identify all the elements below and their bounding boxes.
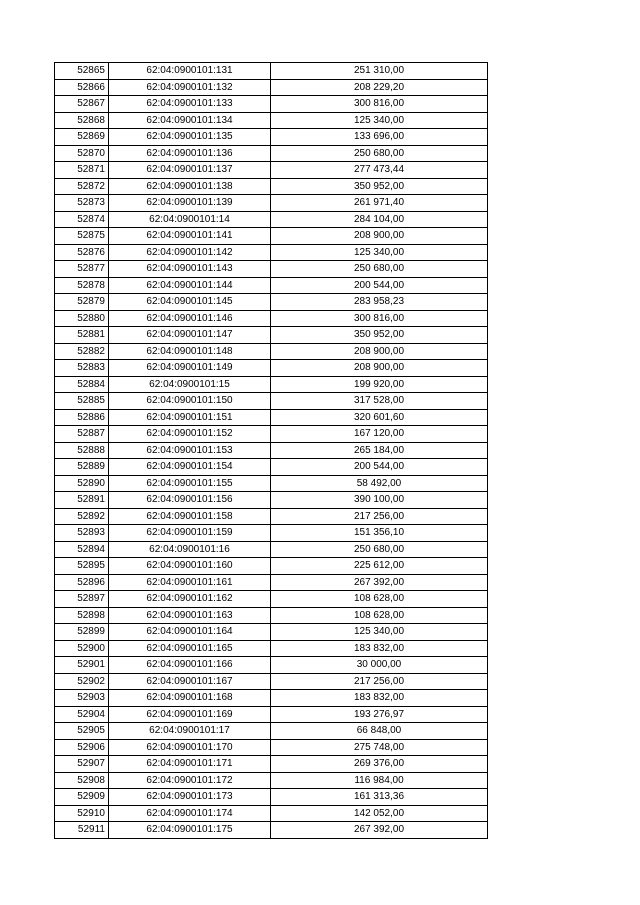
- table-row: [55, 261, 488, 278]
- table-row: [55, 591, 488, 608]
- cadastral-value-cell: 250 680,00: [271, 145, 488, 162]
- cadastral-number-cell: 62:04:0900101:175: [109, 822, 271, 839]
- table-row: [55, 508, 488, 525]
- row-number-cell: 52879: [55, 294, 109, 311]
- table-row: [55, 525, 488, 542]
- cadastral-number-cell: 62:04:0900101:174: [109, 805, 271, 822]
- cadastral-number-cell: 62:04:0900101:145: [109, 294, 271, 311]
- cadastral-number-cell: 62:04:0900101:139: [109, 195, 271, 212]
- row-number-cell: 52887: [55, 426, 109, 443]
- table-row: [55, 723, 488, 740]
- row-number-cell: 52892: [55, 508, 109, 525]
- row-number-cell: 52881: [55, 327, 109, 344]
- row-number-cell: 52868: [55, 112, 109, 129]
- cadastral-value-cell: 217 256,00: [271, 673, 488, 690]
- cadastral-value-cell: 277 473,44: [271, 162, 488, 179]
- table-row: [55, 607, 488, 624]
- table-row: [55, 822, 488, 839]
- cadastral-number-cell: 62:04:0900101:14: [109, 211, 271, 228]
- cadastral-number-cell: 62:04:0900101:173: [109, 789, 271, 806]
- table-row: [55, 244, 488, 261]
- table-body: [55, 63, 488, 839]
- row-number-cell: 52904: [55, 706, 109, 723]
- row-number-cell: 52891: [55, 492, 109, 509]
- cadastral-value-cell: 250 680,00: [271, 541, 488, 558]
- row-number-cell: 52872: [55, 178, 109, 195]
- cadastral-number-cell: 62:04:0900101:137: [109, 162, 271, 179]
- table-row: [55, 393, 488, 410]
- row-number-cell: 52908: [55, 772, 109, 789]
- cadastral-number-cell: 62:04:0900101:149: [109, 360, 271, 377]
- row-number-cell: 52910: [55, 805, 109, 822]
- row-number-cell: 52907: [55, 756, 109, 773]
- cadastral-number-cell: 62:04:0900101:141: [109, 228, 271, 245]
- cadastral-number-cell: 62:04:0900101:15: [109, 376, 271, 393]
- cadastral-value-cell: 350 952,00: [271, 178, 488, 195]
- table-row: [55, 96, 488, 113]
- row-number-cell: 52901: [55, 657, 109, 674]
- cadastral-number-cell: 62:04:0900101:142: [109, 244, 271, 261]
- row-number-cell: 52875: [55, 228, 109, 245]
- table-row: [55, 294, 488, 311]
- cadastral-number-cell: 62:04:0900101:162: [109, 591, 271, 608]
- table-row: [55, 805, 488, 822]
- cadastral-number-cell: 62:04:0900101:165: [109, 640, 271, 657]
- cadastral-number-cell: 62:04:0900101:147: [109, 327, 271, 344]
- table-row: [55, 63, 488, 80]
- table-row: [55, 624, 488, 641]
- cadastral-number-cell: 62:04:0900101:16: [109, 541, 271, 558]
- row-number-cell: 52894: [55, 541, 109, 558]
- table-row: [55, 541, 488, 558]
- cadastral-value-cell: 208 900,00: [271, 228, 488, 245]
- table-row: [55, 657, 488, 674]
- table-row: [55, 178, 488, 195]
- row-number-cell: 52883: [55, 360, 109, 377]
- cadastral-value-cell: 208 900,00: [271, 360, 488, 377]
- cadastral-number-cell: 62:04:0900101:159: [109, 525, 271, 542]
- cadastral-value-cell: 251 310,00: [271, 63, 488, 80]
- table-row: [55, 277, 488, 294]
- cadastral-value-cell: 193 276,97: [271, 706, 488, 723]
- table-row: [55, 145, 488, 162]
- table-row: [55, 327, 488, 344]
- table-row: [55, 690, 488, 707]
- table-row: [55, 739, 488, 756]
- cadastral-value-cell: 167 120,00: [271, 426, 488, 443]
- cadastral-number-cell: 62:04:0900101:163: [109, 607, 271, 624]
- cadastral-number-cell: 62:04:0900101:151: [109, 409, 271, 426]
- cadastral-number-cell: 62:04:0900101:168: [109, 690, 271, 707]
- row-number-cell: 52893: [55, 525, 109, 542]
- cadastral-number-cell: 62:04:0900101:164: [109, 624, 271, 641]
- cadastral-value-cell: 125 340,00: [271, 624, 488, 641]
- row-number-cell: 52878: [55, 277, 109, 294]
- cadastral-value-cell: 320 601,60: [271, 409, 488, 426]
- cadastral-value-cell: 66 848,00: [271, 723, 488, 740]
- cadastral-number-cell: 62:04:0900101:153: [109, 442, 271, 459]
- cadastral-number-cell: 62:04:0900101:154: [109, 459, 271, 476]
- cadastral-value-cell: 30 000,00: [271, 657, 488, 674]
- cadastral-value-cell: 225 612,00: [271, 558, 488, 575]
- row-number-cell: 52890: [55, 475, 109, 492]
- cadastral-value-cell: 269 376,00: [271, 756, 488, 773]
- row-number-cell: 52896: [55, 574, 109, 591]
- row-number-cell: 52906: [55, 739, 109, 756]
- row-number-cell: 52886: [55, 409, 109, 426]
- row-number-cell: 52880: [55, 310, 109, 327]
- table-row: [55, 459, 488, 476]
- row-number-cell: 52911: [55, 822, 109, 839]
- cadastral-number-cell: 62:04:0900101:167: [109, 673, 271, 690]
- cadastral-number-cell: 62:04:0900101:172: [109, 772, 271, 789]
- cadastral-number-cell: 62:04:0900101:171: [109, 756, 271, 773]
- cadastral-value-cell: 300 816,00: [271, 310, 488, 327]
- table-row: [55, 475, 488, 492]
- table-row: [55, 195, 488, 212]
- cadastral-number-cell: 62:04:0900101:134: [109, 112, 271, 129]
- cadastral-value-cell: 283 958,23: [271, 294, 488, 311]
- row-number-cell: 52873: [55, 195, 109, 212]
- row-number-cell: 52900: [55, 640, 109, 657]
- row-number-cell: 52905: [55, 723, 109, 740]
- table-row: [55, 343, 488, 360]
- cadastral-number-cell: 62:04:0900101:156: [109, 492, 271, 509]
- table-row: [55, 574, 488, 591]
- row-number-cell: 52897: [55, 591, 109, 608]
- cadastral-value-cell: 200 544,00: [271, 277, 488, 294]
- cadastral-value-cell: 317 528,00: [271, 393, 488, 410]
- row-number-cell: 52870: [55, 145, 109, 162]
- cadastral-value-cell: 183 832,00: [271, 640, 488, 657]
- cadastral-number-cell: 62:04:0900101:144: [109, 277, 271, 294]
- table-row: [55, 162, 488, 179]
- table-row: [55, 789, 488, 806]
- cadastral-number-cell: 62:04:0900101:166: [109, 657, 271, 674]
- cadastral-number-cell: 62:04:0900101:160: [109, 558, 271, 575]
- cadastral-value-cell: 183 832,00: [271, 690, 488, 707]
- cadastral-value-cell: 267 392,00: [271, 574, 488, 591]
- table-row: [55, 673, 488, 690]
- cadastral-value-cell: 200 544,00: [271, 459, 488, 476]
- table-row: [55, 409, 488, 426]
- table-row: [55, 228, 488, 245]
- cadastral-value-cell: 217 256,00: [271, 508, 488, 525]
- row-number-cell: 52898: [55, 607, 109, 624]
- cadastral-number-cell: 62:04:0900101:150: [109, 393, 271, 410]
- row-number-cell: 52874: [55, 211, 109, 228]
- cadastral-number-cell: 62:04:0900101:152: [109, 426, 271, 443]
- table-row: [55, 376, 488, 393]
- row-number-cell: 52876: [55, 244, 109, 261]
- table-row: [55, 79, 488, 96]
- cadastral-number-cell: 62:04:0900101:143: [109, 261, 271, 278]
- cadastral-value-cell: 300 816,00: [271, 96, 488, 113]
- cadastral-number-cell: 62:04:0900101:146: [109, 310, 271, 327]
- cadastral-number-cell: 62:04:0900101:161: [109, 574, 271, 591]
- cadastral-number-cell: 62:04:0900101:131: [109, 63, 271, 80]
- row-number-cell: 52871: [55, 162, 109, 179]
- cadastral-value-cell: 350 952,00: [271, 327, 488, 344]
- cadastral-value-cell: 199 920,00: [271, 376, 488, 393]
- table-row: [55, 640, 488, 657]
- cadastral-value-table: [54, 62, 488, 839]
- cadastral-number-cell: 62:04:0900101:133: [109, 96, 271, 113]
- cadastral-number-cell: 62:04:0900101:170: [109, 739, 271, 756]
- cadastral-value-cell: 284 104,00: [271, 211, 488, 228]
- cadastral-number-cell: 62:04:0900101:148: [109, 343, 271, 360]
- row-number-cell: 52884: [55, 376, 109, 393]
- row-number-cell: 52865: [55, 63, 109, 80]
- row-number-cell: 52909: [55, 789, 109, 806]
- cadastral-value-cell: 275 748,00: [271, 739, 488, 756]
- cadastral-value-cell: 208 900,00: [271, 343, 488, 360]
- row-number-cell: 52882: [55, 343, 109, 360]
- cadastral-number-cell: 62:04:0900101:17: [109, 723, 271, 740]
- table-row: [55, 129, 488, 146]
- table-row: [55, 442, 488, 459]
- cadastral-number-cell: 62:04:0900101:132: [109, 79, 271, 96]
- cadastral-value-cell: 208 229,20: [271, 79, 488, 96]
- row-number-cell: 52889: [55, 459, 109, 476]
- row-number-cell: 52902: [55, 673, 109, 690]
- table-row: [55, 492, 488, 509]
- cadastral-value-cell: 58 492,00: [271, 475, 488, 492]
- cadastral-value-cell: 133 696,00: [271, 129, 488, 146]
- cadastral-value-cell: 151 356,10: [271, 525, 488, 542]
- cadastral-value-cell: 125 340,00: [271, 244, 488, 261]
- table-row: [55, 558, 488, 575]
- table-row: [55, 706, 488, 723]
- table-row: [55, 360, 488, 377]
- cadastral-number-cell: 62:04:0900101:136: [109, 145, 271, 162]
- row-number-cell: 52866: [55, 79, 109, 96]
- cadastral-number-cell: 62:04:0900101:169: [109, 706, 271, 723]
- cadastral-number-cell: 62:04:0900101:158: [109, 508, 271, 525]
- row-number-cell: 52885: [55, 393, 109, 410]
- cadastral-value-cell: 250 680,00: [271, 261, 488, 278]
- cadastral-value-cell: 108 628,00: [271, 591, 488, 608]
- cadastral-number-cell: 62:04:0900101:138: [109, 178, 271, 195]
- cadastral-value-cell: 116 984,00: [271, 772, 488, 789]
- cadastral-number-cell: 62:04:0900101:135: [109, 129, 271, 146]
- row-number-cell: 52895: [55, 558, 109, 575]
- cadastral-value-cell: 108 628,00: [271, 607, 488, 624]
- cadastral-value-cell: 125 340,00: [271, 112, 488, 129]
- row-number-cell: 52877: [55, 261, 109, 278]
- table-row: [55, 426, 488, 443]
- row-number-cell: 52903: [55, 690, 109, 707]
- cadastral-value-cell: 161 313,36: [271, 789, 488, 806]
- table-row: [55, 756, 488, 773]
- cadastral-value-cell: 265 184,00: [271, 442, 488, 459]
- cadastral-value-cell: 261 971,40: [271, 195, 488, 212]
- cadastral-number-cell: 62:04:0900101:155: [109, 475, 271, 492]
- table-row: [55, 211, 488, 228]
- row-number-cell: 52888: [55, 442, 109, 459]
- row-number-cell: 52867: [55, 96, 109, 113]
- table-row: [55, 112, 488, 129]
- cadastral-value-cell: 142 052,00: [271, 805, 488, 822]
- table-row: [55, 310, 488, 327]
- cadastral-value-cell: 267 392,00: [271, 822, 488, 839]
- row-number-cell: 52899: [55, 624, 109, 641]
- cadastral-value-cell: 390 100,00: [271, 492, 488, 509]
- table-row: [55, 772, 488, 789]
- row-number-cell: 52869: [55, 129, 109, 146]
